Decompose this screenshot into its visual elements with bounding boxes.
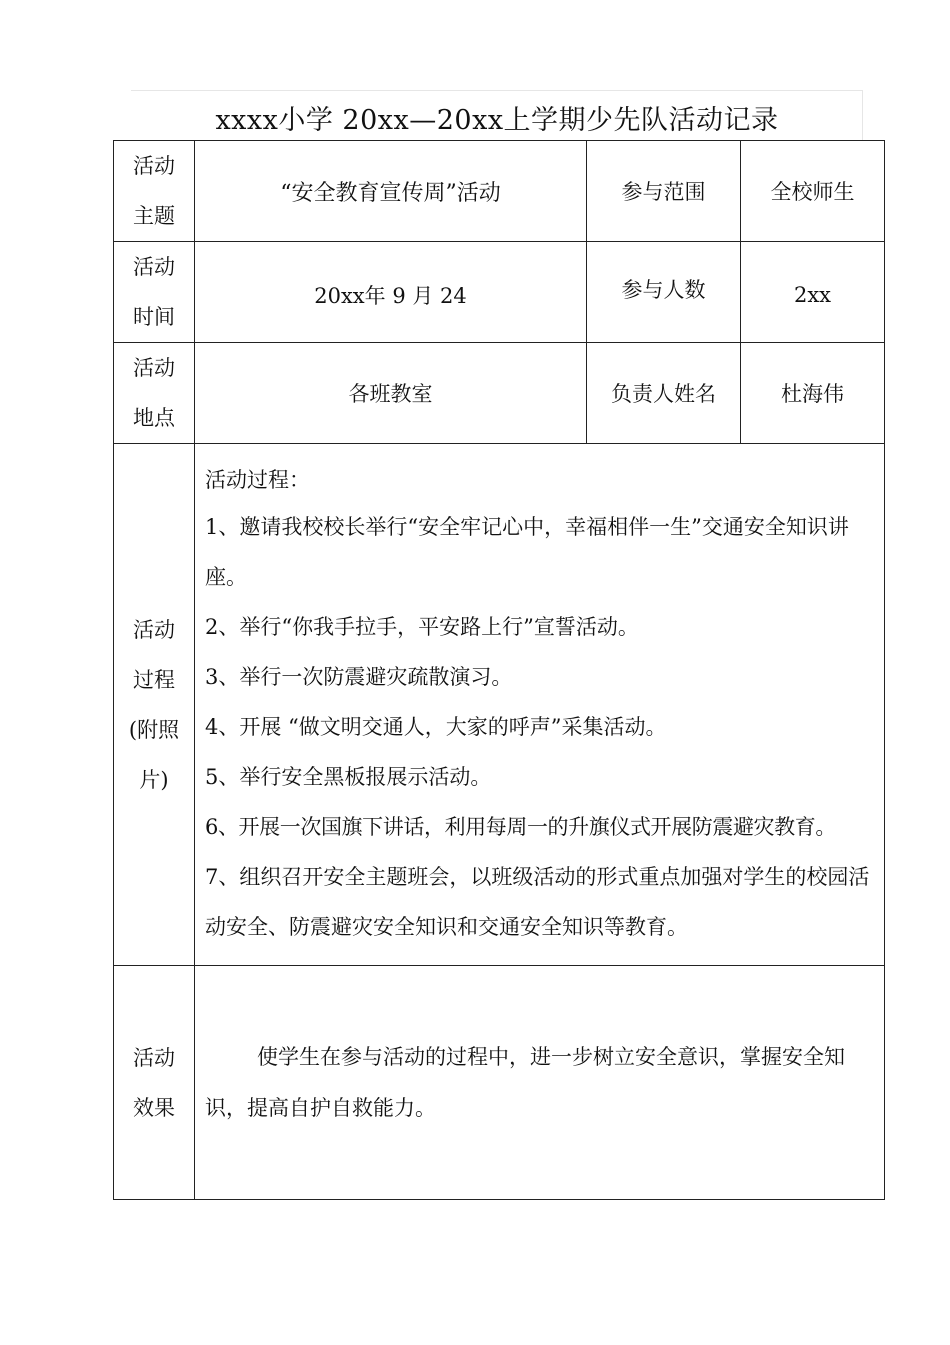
time-row (114, 242, 885, 343)
theme-label: 活动 主题 (114, 141, 195, 242)
place-label: 活动 地点 (114, 343, 195, 444)
count-label: 参与人数 (587, 242, 741, 343)
theme-row (114, 141, 885, 242)
scope-value: 全校师生 (741, 141, 885, 242)
process-content (195, 444, 885, 966)
process-item-7: 7、组织召开安全主题班会，以班级活动的形式重点加强对学生的校园活动安全、防震避灾安全知识和交通安全知识等教育。 (205, 865, 870, 939)
place-value: 各班教室 (195, 343, 587, 444)
effect-label: 活动 效果 (114, 966, 195, 1200)
process-item-4: 4、开展 “做文明交通人，大家的呼声”采集活动。 (205, 715, 667, 739)
theme-value: “安全教育宣传周”活动 (195, 141, 587, 242)
process-item-2: 2、举行“你我手拉手，平安路上行”宣誓活动。 (205, 615, 639, 639)
time-label: 活动 时间 (114, 242, 195, 343)
process-item-3: 3、举行一次防震避灾疏散演习。 (205, 665, 513, 689)
process-item-1: 1、邀请我校校长举行“安全牢记心中，幸福相伴一生”交通安全知识讲座。 (205, 515, 849, 589)
page-title: xxxx小学 20xx—20xx上学期少先队活动记录 (215, 105, 779, 136)
process-row (114, 444, 885, 966)
process-item-5: 5、举行安全黑板报展示活动。 (205, 765, 492, 789)
scope-label: 参与范围 (587, 141, 741, 242)
activity-record-table (113, 140, 885, 1200)
leader-value: 杜海伟 (741, 343, 885, 444)
effect-row (114, 966, 885, 1200)
time-value: 20xx年 9 月 24 (195, 242, 587, 343)
process-heading: 活动过程： (205, 468, 310, 492)
effect-content: 使学生在参与活动的过程中，进一步树立安全意识，掌握安全知识，提高自护自救能力。 (195, 966, 885, 1200)
count-value: 2xx (741, 242, 885, 343)
leader-label: 负责人姓名 (587, 343, 741, 444)
process-label: 活动 过程 (附照 片) (114, 444, 195, 966)
place-row (114, 343, 885, 444)
process-item-6: 6、开展一次国旗下讲话，利用每周一的升旗仪式开展防震避灾教育。 (205, 815, 836, 839)
